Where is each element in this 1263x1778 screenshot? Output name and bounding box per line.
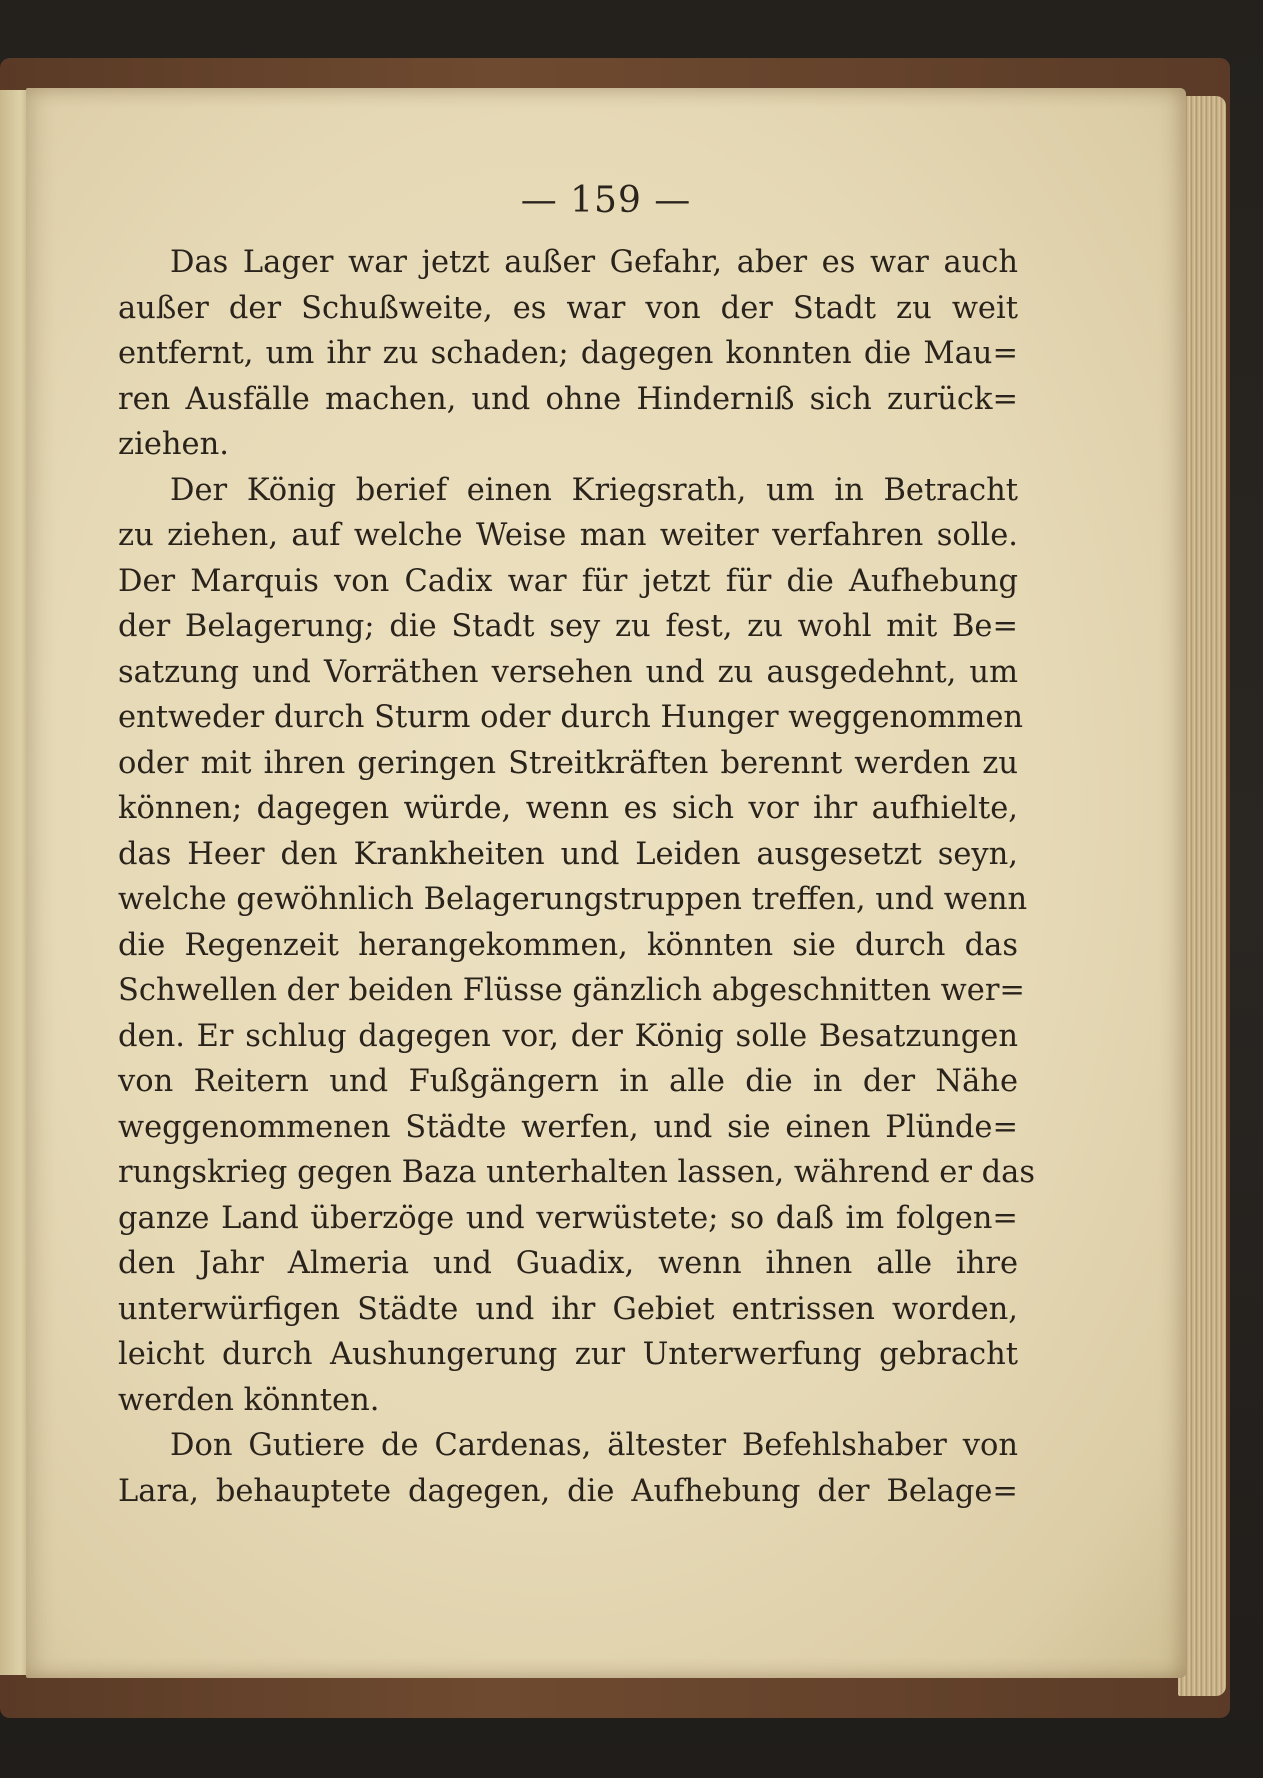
text-line: Lara, behauptete dagegen, die Aufhebung der Belage= [118, 1473, 1018, 1509]
text-line: unterwürfigen Städte und ihr Gebiet entrissen worden, [118, 1291, 1018, 1327]
text-line: Schwellen der beiden Flüsse gänzlich abgeschnitten wer= [118, 973, 1025, 1008]
text-line: ganze Land überzöge und verwüstete; so daß im folgen= [118, 1200, 1018, 1236]
text-line: satzung und Vorräthen versehen und zu ausgedehnt, um [118, 654, 1018, 690]
text-line: leicht durch Aushungerung zur Unterwerfung gebracht [118, 1337, 1018, 1372]
book-page [26, 88, 1186, 1678]
text-line: Der König berief einen Kriegsrath, um in Betracht [170, 472, 1018, 508]
text-line: den. Er schlug dagegen vor, der König solle Besatzungen [118, 1018, 1018, 1054]
text-line: Das Lager war jetzt außer Gefahr, aber es war auch [170, 245, 1018, 280]
text-line: entfernt, um ihr zu schaden; dagegen konnten die Mau= [118, 336, 1018, 371]
text-line: können; dagegen würde, wenn es sich vor ihr aufhielte, [118, 791, 1018, 826]
text-line: Don Gutiere de Cardenas, ältester Befehlshaber von [170, 1428, 1018, 1463]
text-line: die Regenzeit herangekommen, könnten sie durch das [118, 927, 1018, 963]
page-number: — 159 — [520, 180, 692, 221]
text-line: werden könnten. [118, 1382, 380, 1418]
text-line: oder mit ihren geringen Streitkräften berennt werden zu [118, 745, 1018, 781]
text-line: ziehen. [118, 427, 229, 462]
text-line: ren Ausfälle machen, und ohne Hinderniß sich zurück= [118, 381, 1018, 417]
text-line: von Reitern und Fußgängern in alle die in der Nähe [118, 1064, 1018, 1099]
text-line: zu ziehen, auf welche Weise man weiter verfahren solle. [118, 518, 1018, 553]
text-line: der Belagerung; die Stadt sey zu fest, zu wohl mit Be= [118, 609, 1018, 644]
text-line: außer der Schußweite, es war von der Stadt zu weit [118, 290, 1018, 326]
text-line: das Heer den Krankheiten und Leiden ausgesetzt seyn, [118, 836, 1018, 872]
page-body [118, 240, 1035, 1514]
text-line: rungskrieg gegen Baza unterhalten lassen, während er das [118, 1155, 1035, 1190]
text-line: Der Marquis von Cadix war für jetzt für die Aufhebung [118, 563, 1018, 599]
text-line: welche gewöhnlich Belagerungstruppen treffen, und wenn [118, 882, 1028, 917]
text-line: entweder durch Sturm oder durch Hunger weggenommen [118, 700, 1024, 735]
text-line: weggenommenen Städte werfen, und sie einen Plünde= [118, 1109, 1018, 1145]
text-line: den Jahr Almeria und Guadix, wenn ihnen alle ihre [118, 1246, 1018, 1281]
